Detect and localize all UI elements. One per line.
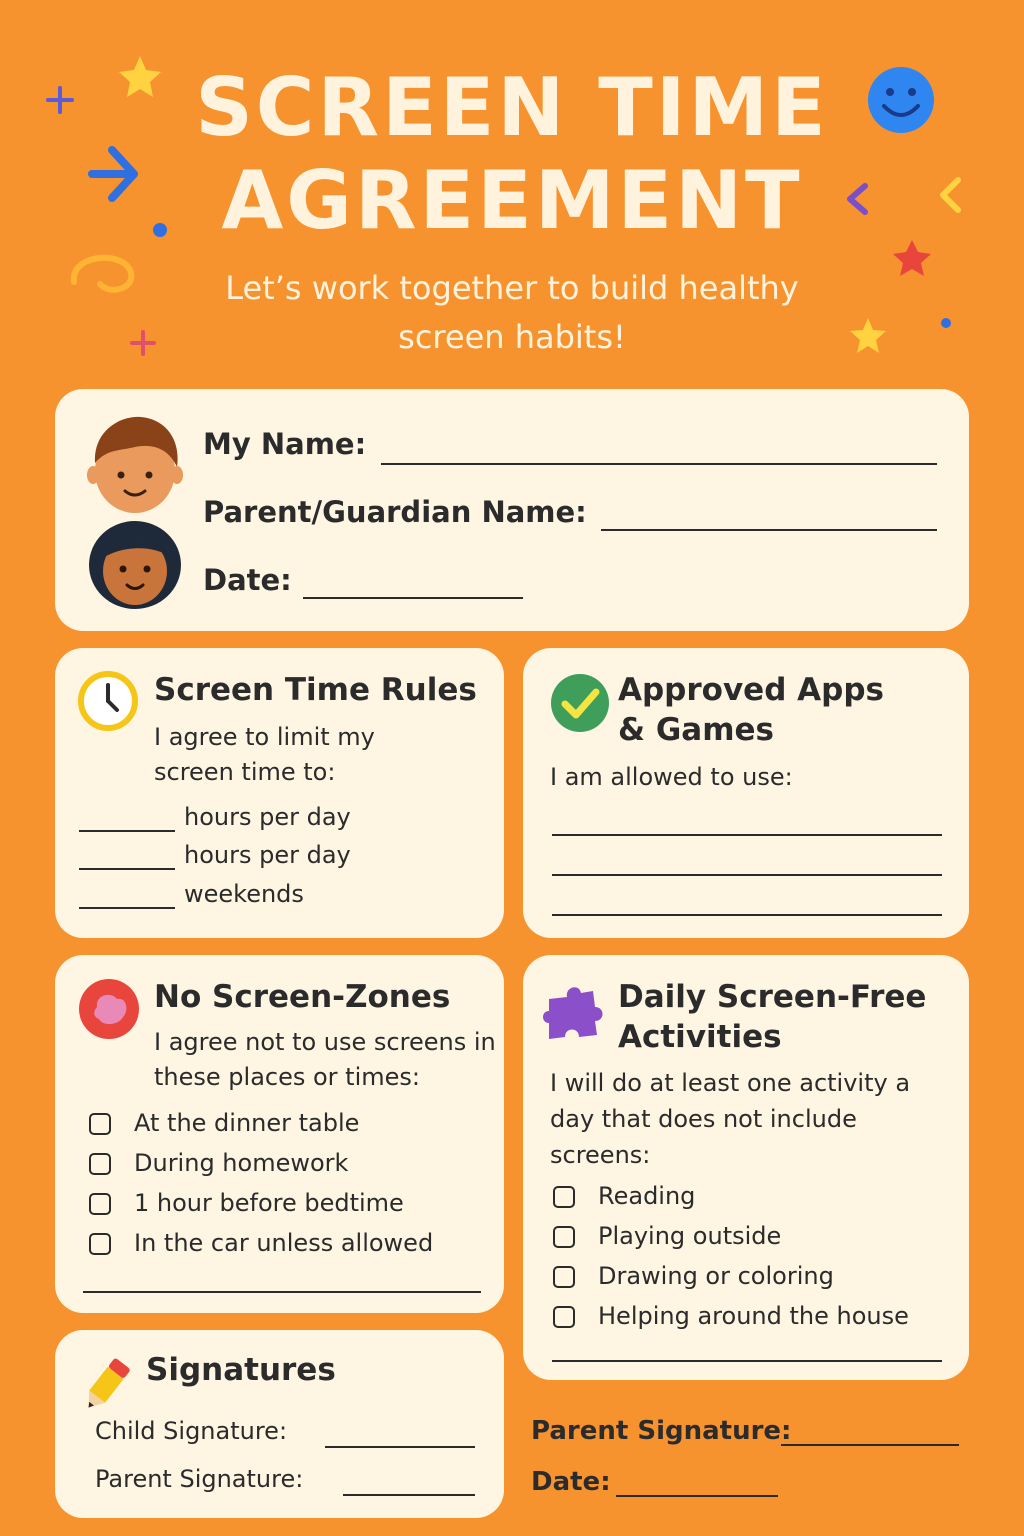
zones-item: 1 hour before bedtime (134, 1189, 404, 1217)
zones-card (55, 955, 504, 1313)
footer-date-field[interactable] (616, 1495, 778, 1497)
children-avatars (83, 409, 193, 609)
signatures-card (55, 1330, 504, 1518)
no-screen-zone-icon (77, 977, 141, 1041)
apps-title: Approved Apps (618, 672, 884, 708)
page-title-line2: AGREEMENT (221, 154, 803, 247)
activities-other-field[interactable] (552, 1360, 942, 1362)
checkbox-dinner-table[interactable] (89, 1113, 111, 1135)
footer-date-label: Date: (531, 1467, 611, 1497)
my-name-label: My Name: (203, 427, 367, 461)
checkbox-helping[interactable] (553, 1306, 575, 1328)
checkbox-reading[interactable] (553, 1186, 575, 1208)
names-card (55, 389, 969, 631)
child-signature-field[interactable] (325, 1446, 475, 1448)
checkbox-playing-outside[interactable] (553, 1226, 575, 1248)
checkbox-homework[interactable] (89, 1153, 111, 1175)
girl-avatar-icon (89, 521, 181, 609)
apps-title-line2: & Games (618, 712, 774, 748)
rules-intro: I agree to limit my screen time to: (154, 723, 375, 786)
rules-item: hours per day (184, 841, 351, 869)
parent-name-label: Parent/Guardian Name: (203, 495, 587, 529)
zones-title: No Screen-Zones (154, 979, 451, 1015)
apps-card (523, 648, 969, 938)
checkmark-icon (549, 672, 611, 734)
clock-icon (77, 670, 139, 732)
rules-item: weekends (184, 880, 304, 908)
rules-title: Screen Time Rules (154, 672, 477, 708)
weekends-field[interactable] (79, 907, 175, 909)
date-label: Date: (203, 563, 292, 597)
activities-intro: I will do at least one activity a day that does not include screens: (550, 1069, 911, 1169)
my-name-field[interactable] (381, 463, 937, 465)
plus-icon (132, 332, 154, 354)
hours-field-2[interactable] (79, 868, 175, 870)
swirl-icon (74, 258, 132, 290)
rules-item: hours per day (184, 803, 351, 831)
apps-field-1[interactable] (552, 834, 942, 836)
activities-title-line2: Activities (618, 1019, 782, 1055)
activities-item: Helping around the house (598, 1302, 909, 1330)
rules-card (55, 648, 504, 938)
dot-icon (941, 318, 951, 328)
star-icon (850, 318, 886, 353)
signatures-title: Signatures (146, 1352, 336, 1388)
zones-item: During homework (134, 1149, 349, 1177)
apps-field-3[interactable] (552, 914, 942, 916)
activities-title: Daily Screen-Free (618, 979, 927, 1015)
activities-card (523, 955, 969, 1380)
hours-field-1[interactable] (79, 830, 175, 832)
date-field[interactable] (303, 597, 523, 599)
zones-item: In the car unless allowed (134, 1229, 434, 1257)
zones-item: At the dinner table (134, 1109, 360, 1137)
checkbox-drawing[interactable] (553, 1266, 575, 1288)
checkbox-car[interactable] (89, 1233, 111, 1255)
puzzle-piece-icon (541, 977, 607, 1043)
zones-intro: I agree not to use screens in these places or times: (154, 1028, 496, 1091)
zones-other-field[interactable] (83, 1291, 481, 1293)
page-title: SCREEN TIME (195, 61, 829, 154)
checkbox-bedtime[interactable] (89, 1193, 111, 1215)
pencil-icon (77, 1352, 137, 1416)
apps-intro: I am allowed to use: (550, 763, 793, 791)
parent-signature-label: Parent Signature: (95, 1465, 304, 1493)
page-subtitle: Let’s work together to build healthy screen habits! (225, 269, 799, 356)
activities-item: Playing outside (598, 1222, 782, 1250)
activities-item: Drawing or coloring (598, 1262, 834, 1290)
parent-name-field[interactable] (601, 529, 937, 531)
footer-parent-signature-label: Parent Signature: (531, 1416, 792, 1446)
boy-avatar-icon (87, 417, 183, 513)
parent-signature-field[interactable] (343, 1494, 475, 1496)
activities-item: Reading (598, 1182, 696, 1210)
apps-field-2[interactable] (552, 874, 942, 876)
footer-parent-signature-field[interactable] (781, 1444, 959, 1446)
child-signature-label: Child Signature: (95, 1417, 288, 1445)
